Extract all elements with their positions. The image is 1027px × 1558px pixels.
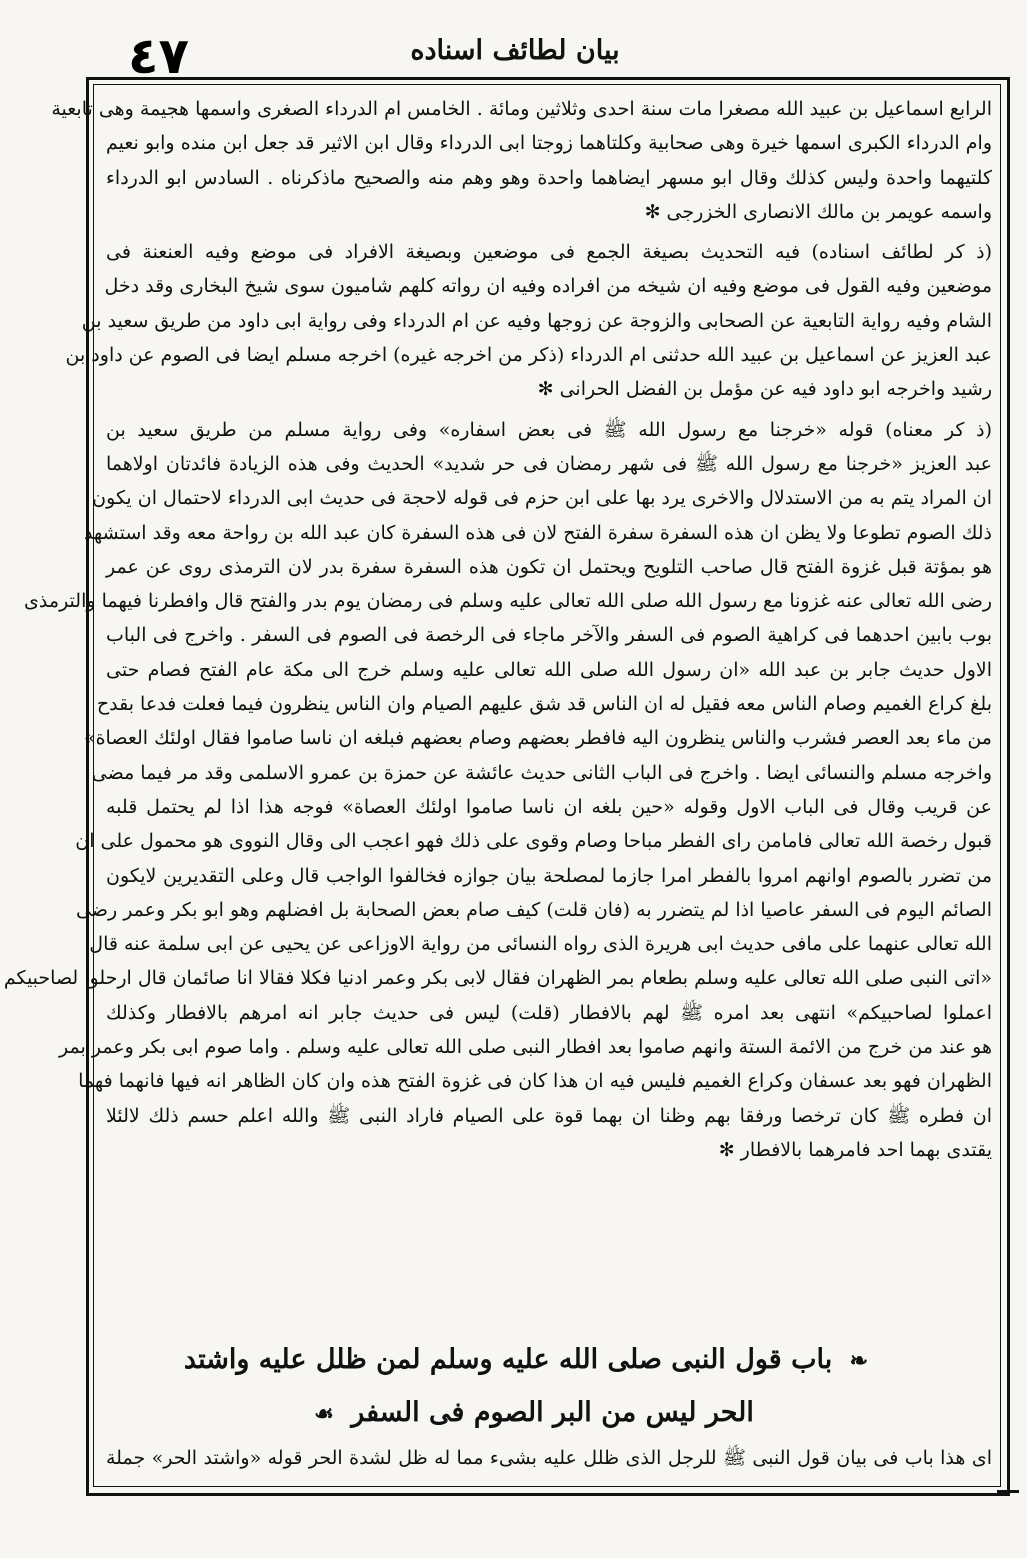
text-line: الله تعالى عنهما على مافى حديث ابى هريرة الذى رواه النسائى من رواية الاوزاعى عن يحيى عن ابى سلمة عنه قال — [89, 933, 992, 956]
page-number: ٤٧ — [128, 27, 190, 85]
text-line: (ذ كر معناه) قوله «خرجنا مع رسول الله ﷺ فى بعض اسفاره» وفى رواية مسلم من طريق سعيد بن — [106, 418, 992, 441]
text-line: (ذ كر لطائف اسناده) فيه التحديث بصيغة الجمع فى موضعين وبصيغة الافراد فى موضع وفيه العنعنة فى — [106, 241, 992, 264]
text-line: واسمه عويمر بن مالك الانصارى الخزرجى ✻ — [644, 200, 992, 223]
text-line: واخرجه مسلم والنسائى ايضا . واخرج فى الباب الثانى حديث عائشة عن حمزة بن عمرو الاسلمى وقد مر فيما مضى — [91, 761, 992, 784]
text-line: بوب بابين احدهما فى كراهية الصوم فى السفر والآخر ماجاء فى الرخصة فى الصوم فى السفر . واخرج فى الباب — [106, 624, 992, 647]
running-head: بيان لطائف اسناده — [410, 35, 620, 66]
chapter-heading-text: باب قول النبى صلى الله عليه وسلم لمن ظلل عليه واشتد — [183, 1344, 833, 1375]
text-line: موضعين وفيه القول فى موضع وفيه ان شيخه من افراده وفيه ان رواته كلهم شاميون سوى شيخ البخارى وقد دخل — [104, 275, 992, 298]
text-line: «اتى النبى صلى الله تعالى عليه وسلم بطعام بمر الظهران فقال لابى بكر وعمر ادنيا فكلا فقالا انا صائمان قال ارحلوا لصاحبيكم — [3, 967, 992, 990]
closing-line: اى هذا باب فى بيان قول النبى ﷺ للرجل الذى ظلل عليه بشىء مما له ظل لشدة الحر قوله «واشتد الحر» جملة — [106, 1447, 992, 1469]
text-line: الشام وفيه رواية التابعية عن الصحابى والزوجة عن زوجها وفيه عن ام الدرداء وفى رواية ابى داود من طريق سعيد بن — [81, 309, 992, 332]
text-line: عبد العزيز عن اسماعيل بن عبيد الله حدثنى ام الدرداء (ذكر من اخرجه غيره) اخرجه مسلم ايضا فى الصوم عن داود بن — [65, 344, 992, 367]
body-text — [3, 92, 992, 1167]
text-line: من ماء بعد العصر فشرب والناس ينظرون اليه فافطر بعضهم وصام بعضهم فبلغه ان ناسا صاموا فقال اولئك العصاة» — [83, 727, 992, 750]
edge-mark — [997, 1490, 1019, 1493]
text-line: هو عند من خرج من الائمة الستة وانهم صاموا بعد افطار النبى صلى الله تعالى عليه وسلم . واما صوم ابى بكر وعمر بمر — [59, 1036, 992, 1059]
text-line: بلغ كراع الغميم وصام الناس معه فقيل له ان الناس قد شق عليهم الصيام وان الناس ينظرون فيما فعلت فدعا بقدح — [96, 693, 992, 716]
chapter-heading-line-1 — [160, 1333, 900, 1388]
chapter-heading-line-2 — [160, 1386, 900, 1441]
text-line: ان فطره ﷺ كان ترخصا ورفقا بهم وظنا ان بهما قوة على الصيام فاراد النبى ﷺ والله اعلم حسم ذلك لالئلا — [106, 1104, 992, 1127]
text-line: الرابع اسماعيل بن عبيد الله مصغرا مات سنة احدى وثلاثين ومائة . الخامس ام الدرداء الصغرى واسمها هجيمة وهى تابعية — [51, 98, 992, 120]
text-line: وام الدرداء الكبرى اسمها خيرة وهى صحابية وكلتاهما زوجتا ابى الدرداء وقال ابن الاثير قد جعل ابن منده وابو نعيم — [106, 132, 992, 155]
text-line: الاول حديث جابر بن عبد الله «ان رسول الله صلى الله تعالى عليه وسلم خرج الى مكة عام الفتح فصام حتى — [106, 658, 992, 681]
chapter-heading-text: الحر ليس من البر الصوم فى السفر — [351, 1397, 754, 1428]
text-line: اعملوا لصاحبيكم» انتهى بعد امره ﷺ لهم بالافطار (قلت) ليس فى حديث جابر انه امرهم بالافطار وكذلك — [106, 1001, 992, 1024]
ornament-right-icon: ❧ — [849, 1347, 869, 1374]
text-line: ان المراد يتم به من الاستدلال والاخرى يرد بها على ابن حزم فى قوله لاحجة فى حديث ابى الدرداء لاحتمال ان يكون — [92, 487, 992, 510]
text-line: رشيد واخرجه ابو داود فيه عن مؤمل بن الفضل الحرانى ✻ — [537, 378, 992, 401]
text-line: الصائم اليوم فى السفر عاصيا اذا لم يتضرر به (فان قلت) كيف صام بعض الصحابة بل افضلهم وهو ابو بكر وعمر رضى — [76, 898, 992, 921]
text-line: عبد العزيز «خرجنا مع رسول الله ﷺ فى شهر رمضان فى حر شديد» الحديث وفى هذه الزيادة فائدتان اولاهما — [106, 452, 992, 475]
text-line: قبول رخصة الله تعالى فامامن راى الفطر مباحا وصام وقوى على ذلك فهو اعجب الى وقال النووى هو محمول على ان — [75, 830, 992, 853]
text-line: ذلك الصوم تطوعا ولا يظن ان هذه السفرة سفرة الفتح لان فى هذه السفرة كان عبد الله بن رواحة معه وقد استشهد — [83, 521, 992, 544]
text-line: يقتدى بهما احد فامرهما بالافطار ✻ — [718, 1138, 992, 1161]
text-line: رضى الله تعالى عنه غزونا مع رسول الله صلى الله تعالى عليه وسلم فى رمضان يوم بدر والفتح قال وافطرنا فيهما والترمذى — [24, 590, 992, 613]
text-line: الظهران فهو بعد عسفان وكراع الغميم فليس فيه ان هذا كان فى غزوة الفتح هذه وان كان الظاهر انه فيها فانهما فهما — [78, 1070, 992, 1093]
text-line: عن قريب وقال فى الباب الاول وقوله «حين بلغه ان ناسا صاموا اولئك العصاة» فوجه هذا اذا لم يحتمل قلبه — [106, 795, 992, 818]
text-line: هو بمؤتة قبل غزوة الفتح قال صاحب التلويح ويحتمل ان تكون هذه السفرة سفرة بدر لان الترمذى روى عن عمر — [106, 555, 992, 578]
ornament-left-icon: ☙ — [314, 1400, 334, 1427]
text-line: كلتيهما واحدة وليس كذلك وقال ابو مسهر ايضاهما واحدة وهو وهم منه والصحيح ماذكرناه . السادس ابو الدرداء — [106, 166, 992, 189]
text-line: من تضرر بالصوم اوانهم امروا بالفطر امرا جازما لمصلحة بيان جوازه فخالفوا الواجب قال وعلى التقديرين لايكون — [106, 864, 992, 887]
